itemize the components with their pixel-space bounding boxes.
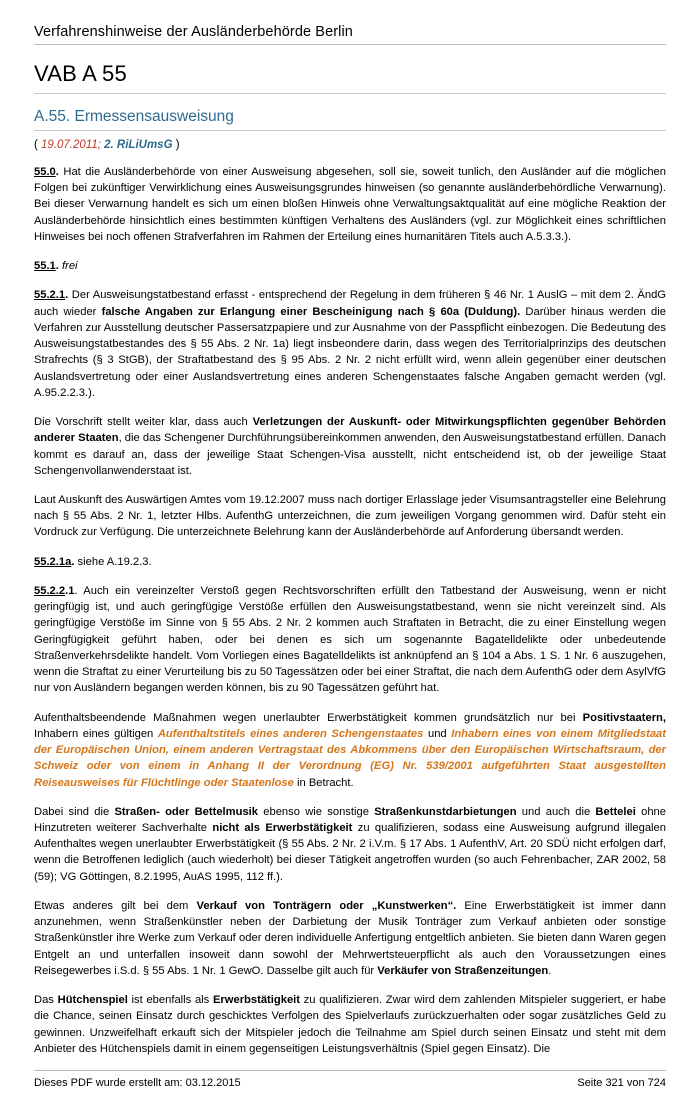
paragraph-number-suffix: .1 xyxy=(65,584,75,597)
paragraph-emphasis-1: Verletzungen der Auskunft- oder Mitwirkungspflichten gegenüber Behörden anderer Staaten xyxy=(34,416,666,445)
paragraph-aufenthaltsbeendend xyxy=(34,710,666,791)
header-divider xyxy=(34,44,666,45)
document-code: VAB A 55 xyxy=(34,61,127,86)
paragraph-number-suffix: . xyxy=(71,555,75,568)
paragraph-emphasis-2: Verkäufer von Straßenzeitungen xyxy=(377,964,549,977)
code-divider xyxy=(34,93,666,94)
meta-reference: 2. RiLiUmsG xyxy=(104,139,173,151)
paragraph-huetchenspiel xyxy=(34,992,666,1057)
page-footer xyxy=(34,1070,666,1089)
paragraph-text-part2: Eine Erwerbstätigkeit ist immer dann anzunehmen, wenn Straßenkünstler neben der Darbietung der Musik Tonträger zum Verkauf anbieten oder sonstige Straßenkünstler ihre Werke zum Verkauf oder deren individuelle Anfertigung entgeltlich anbieten. Sie bieten dann Waren gegen Entgelt an und unterfallen insoweit dann sowohl der Mehrwertsteuerpflicht als auch den Voraussetzungen eines Reisegewerbes i.S.d. § 55 Abs. 1 Nr. 1 GewO. Dasselbe gilt auch für xyxy=(34,899,666,977)
document-meta xyxy=(34,139,666,151)
paragraph-55-1 xyxy=(34,258,666,274)
paragraph-emphasis-1: Straßen- oder Bettelmusik xyxy=(114,805,258,818)
paragraph-emphasis-4: nicht als Erwerbstätigkeit xyxy=(212,821,353,834)
paragraph-emphasis-1: falsche Angaben zur Erlangung einer Bescheinigung nach § 60a (Duldung). xyxy=(101,305,521,318)
paragraph-text-part3: zu qualifizieren. Zwar wird dem zahlenden Mitspieler suggeriert, er habe die Chance, seinen Einsatz durch geschicktes Verfolgen des Spielverlaufs zurückzuerhalten oder sogar zusätzliches Geld zu gewinnen. Unzweifelhaft erkauft sich der Mitspieler jedoch die Teilnahme am Spiel durch seinen Einsatz und steht mit dem Anbieter des Hütchenspiels damit in einem gegenseitigen Leistungsverhältnis (Spiel gegen Einsatz). Die xyxy=(34,994,666,1055)
paragraph-text-part2: , die das Schengener Durchführungsübereinkommen anwenden, den Ausweisungstatbestand erfüllen. Danach kommt es darauf an, dass der jeweilige Staat Schengen-Visa ausstellt, nicht entscheidend ist, ob der jeweilige Staat Schengenvollanwenderstaat ist. xyxy=(34,432,666,477)
paragraph-text-part5: zu qualifizieren, sodass eine Ausweisung aufgrund illegalen Aufenthaltes wegen unerlaubter Erwerbstätigkeit (§ 55 Abs. 2 Nr. 2 i.V.m. § 17 Abs. 1 AufenthV, Art. 20 SDÜ nicht erfolgen darf, wenn die Betroffenen lediglich (auch wiederholt) bei dieser Tätigkeit angetroffen wurden (so auch Fehrenbacher, ZAR 2002, 58 (59); VG Göttingen, 8.2.1995, AuAS 1995, 112 ff.). xyxy=(34,821,666,883)
paragraph-text-part2: ist ebenfalls als xyxy=(127,994,213,1007)
paragraph-highlight-2: Inhabern eines von einem Mitgliedstaat der Europäischen Union, einem anderen Vertragstaat des Abkommens über den Europäischen Wirtschaftsraum, der Schweiz oder von einem in Anhang II der Verordnung (EG) Nr. 539/2001 aufgeführten Staat ausgestellten Reiseausweises für Flüchtlinge oder Staatenlose xyxy=(34,727,666,789)
paragraph-emphasis-2: Straßenkunstdarbietungen xyxy=(374,805,517,818)
paragraph-text-part2: Inhabern eines gültigen xyxy=(34,727,158,740)
paragraph-text-part4: in Betracht. xyxy=(293,776,354,789)
paragraph-55-2-1a xyxy=(34,554,666,570)
paragraph-text-part3: . xyxy=(548,964,552,977)
paragraph-text-part3: und auch die xyxy=(516,805,596,818)
footer-page-number: Seite 321 von 724 xyxy=(577,1077,666,1090)
paragraph-55-0 xyxy=(34,164,666,245)
paragraph-text-part1: Der Ausweisungstatbestand erfasst - entsprechend der Regelung in dem früheren § 46 Nr. 1 AuslG – mit dem 2. ÄndG auch wieder xyxy=(34,289,666,318)
paragraph-text-part1: Dabei sind die xyxy=(34,805,115,818)
section-divider xyxy=(34,130,666,131)
meta-open-paren: ( xyxy=(34,139,42,151)
paragraph-number: 55.2.1a xyxy=(34,555,72,568)
page-title: Verfahrenshinweise der Ausländerbehörde Berlin xyxy=(34,24,353,40)
paragraph-text: frei xyxy=(58,260,78,273)
paragraph-text: Laut Auskunft des Auswärtigen Amtes vom 19.12.2007 muss nach dortiger Erlasslage jeder Visumsantragsteller eine Belehrung nach § 55 Abs. 2 Nr. 1, letzter Hlbs. AufenthG unterzeichnen, die zum jeweiligen Vorgang genommen wird. Dafür steht ein Vordruck zur Verfügung. Die unterzeichnete Belehrung kann der Ausländerbehörde auf Anforderung übersandt werden. xyxy=(34,493,666,539)
paragraph-number-suffix: . xyxy=(65,289,69,302)
paragraph-text-part1: Aufenthaltsbeendende Maßnahmen wegen unerlaubter Erwerbstätigkeit kommen grundsätzlich nur bei xyxy=(34,711,583,724)
paragraph-text-part2: Darüber hinaus werden die Verfahren zur Ausstellung deutscher Passersatzpapiere und zur Ausnahme von der Passpflicht einbezogen. Die Bedeutung des Ausweisungstatbestandes des § 55 Abs. 2 Nr. 1a) liegt insbeondere darin, dass wegen des Territorialprinzips des deutschen Strafrechts (§ 3 StGB), der Straftatbestand des § 95 Abs. 2 Nr. 2 nicht erfüllt wird, wenn allein gegenüber einer deutschen Auslandsvertretung oder einer Auslandsvertretung eines anderen Schengenstaates falsche Angaben gemacht werden (vgl. A.95.2.2.3.). xyxy=(34,305,666,399)
paragraph-number: 55.0 xyxy=(34,166,56,178)
paragraph-text: siehe A.19.2.3. xyxy=(74,555,152,568)
paragraph-text-part1: Etwas anderes gilt bei dem xyxy=(34,899,197,912)
paragraph-number-suffix: . xyxy=(55,166,59,178)
meta-close-paren: ) xyxy=(172,139,180,151)
meta-date: 19.07.2011; xyxy=(41,139,101,151)
paragraph-emphasis-1: Hütchenspiel xyxy=(57,994,128,1007)
paragraph-number: 55.2.1 xyxy=(34,289,66,302)
paragraph-highlight-1: Aufenthaltstitels eines anderen Schengenstaates xyxy=(157,727,424,740)
paragraph-emphasis-3: Bettelei xyxy=(595,805,636,818)
paragraph-emphasis-1: Positivstaatern, xyxy=(582,711,666,724)
footer-divider xyxy=(34,1070,666,1071)
paragraph-etwas-anderes xyxy=(34,898,666,979)
section-heading: A.55. Ermessensausweisung xyxy=(34,108,234,125)
paragraph-text-part4: ohne Hinzutreten weiterer Sachverhalte xyxy=(34,805,666,834)
paragraph-dabei xyxy=(34,804,666,885)
footer-created-date: Dieses PDF wurde erstellt am: 03.12.2015 xyxy=(34,1077,241,1090)
paragraph-number: 55.2.2 xyxy=(34,584,66,597)
paragraph-emphasis-1: Verkauf von Tonträgern oder „Kunstwerken“. xyxy=(196,899,457,912)
paragraph-text-part2: ebenso wie sonstige xyxy=(258,805,375,818)
paragraph-55-2-2-1 xyxy=(34,583,666,697)
paragraph-text-part1: Die Vorschrift stellt weiter klar, dass auch xyxy=(34,416,253,429)
paragraph-text: Hat die Ausländerbehörde von einer Ausweisung abgesehen, soll sie, soweit tunlich, den Ausländer auf die möglichen Folgen bei zukünftiger Verwirklichung eines Ausweisungsgrundes hinweisen (so genannte ausländerbehördliche Verwarnung). Bei dieser Verwarnung handelt es sich um einen bloßen Hinweis ohne Verwaltungsaktqualität auf eine mögliche Reaktion der Ausländerbehörde hinsichtlich eines bestimmten künftigen Verhaltens des Ausländers (vgl. zur Möglichkeit eines schriftlichen Hinweises bei noch offenen Strafverfahren im Rahmen der Erteilung eines humanitären Titels auch A.5.3.3.). xyxy=(34,166,666,243)
paragraph-55-2-1 xyxy=(34,287,666,401)
paragraph-text-part1: Das xyxy=(34,994,58,1007)
paragraph-emphasis-2: Erwerbstätigkeit xyxy=(212,994,300,1007)
paragraph-text-part3: und xyxy=(423,727,452,740)
paragraph-number: 55.1 xyxy=(34,260,56,273)
paragraph-text: . Auch ein vereinzelter Verstoß gegen Rechtsvorschriften erfüllt den Tatbestand der Ausweisung, wenn er nicht geringfügig ist, und auch geringfügige Verstöße erfüllen den Ausweisungstatbestand, wenn sie nicht vereinzelt sind. Als geringfügige Verstöße im Sinne von § 55 Abs. 2 Nr. 2 kommen auch Straftaten in Betracht, die zu einer Einstellung wegen Geringfügigkeit geführt haben, oder bei denen es sich um sogenannte Bagatelldelikte oder unbedeutende Straßenverkehrsdelikte handelt. Vom Vorliegen eines Bagatelldelikts ist anknüpfend an § 104 a Abs. 1 S. 1 Nr. 6 auszugehen, wenn die Straftat zu einer Verurteilung bis zu 50 Tagessätzen oder bei einer Straftat, die nach dem AufenthG oder dem AsylVfG nur von Ausländern begangen werden können, bis zu 90 Tagessätzen geführt hat. xyxy=(34,584,666,695)
paragraph-number-suffix: . xyxy=(55,260,59,273)
paragraph-vorschrift xyxy=(34,414,666,479)
paragraph-auskunft xyxy=(34,492,666,541)
